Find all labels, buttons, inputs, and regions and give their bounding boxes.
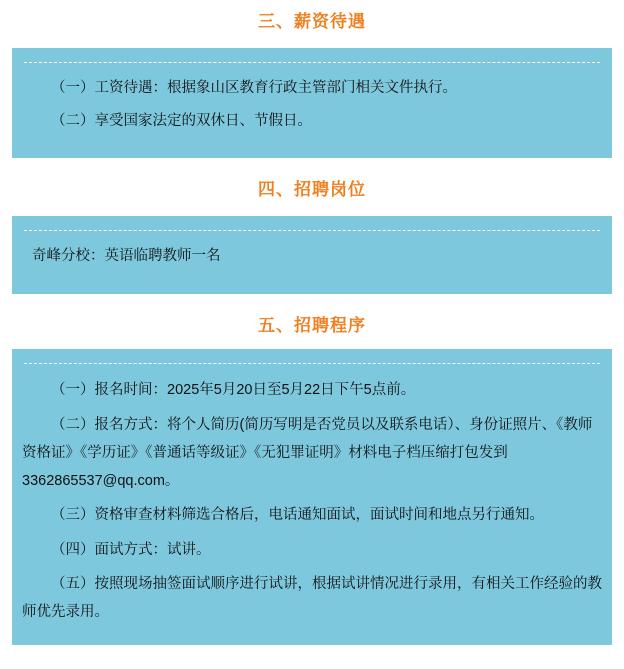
section-panel-posts	[12, 216, 612, 294]
section-heading-salary: 三、薪资待遇	[258, 12, 366, 31]
dashed-divider	[24, 363, 600, 364]
procedure-line-4: （四）面试方式：试讲。	[51, 541, 211, 558]
document-page	[0, 10, 624, 645]
section-panel-procedure	[12, 349, 612, 644]
dashed-divider	[24, 230, 600, 231]
section-heading-posts: 四、招聘岗位	[258, 179, 366, 199]
dashed-divider	[24, 62, 600, 63]
salary-line-1: （一）工资待遇：根据象山区教育行政主管部门相关文件执行。	[51, 79, 457, 96]
procedure-line-2: （二）报名方式：将个人简历(简历写明是否党员以及联系电话）、身份证照片、《教师资格证》《学历证》《普通话等级证》《无犯罪证明》材料电子档压缩打包发到3362865537@qq.com。	[22, 416, 593, 490]
section-panel-salary	[12, 48, 612, 158]
salary-line-2: （二）享受国家法定的双休日、节假日。	[51, 112, 312, 129]
posts-line-1: 奇峰分校：英语临聘教师一名	[32, 247, 221, 264]
procedure-line-3: （三）资格审查材料筛选合格后，电话通知面试，面试时间和地点另行通知。	[51, 507, 544, 524]
section-heading-procedure: 五、招聘程序	[258, 315, 366, 335]
procedure-line-5: （五）按照现场抽签面试顺序进行试讲，根据试讲情况进行录用，有相关工作经验的教师优先录用。	[22, 575, 602, 621]
procedure-line-1: （一）报名时间：2025年5月20日至5月22日下午5点前。	[51, 382, 416, 399]
